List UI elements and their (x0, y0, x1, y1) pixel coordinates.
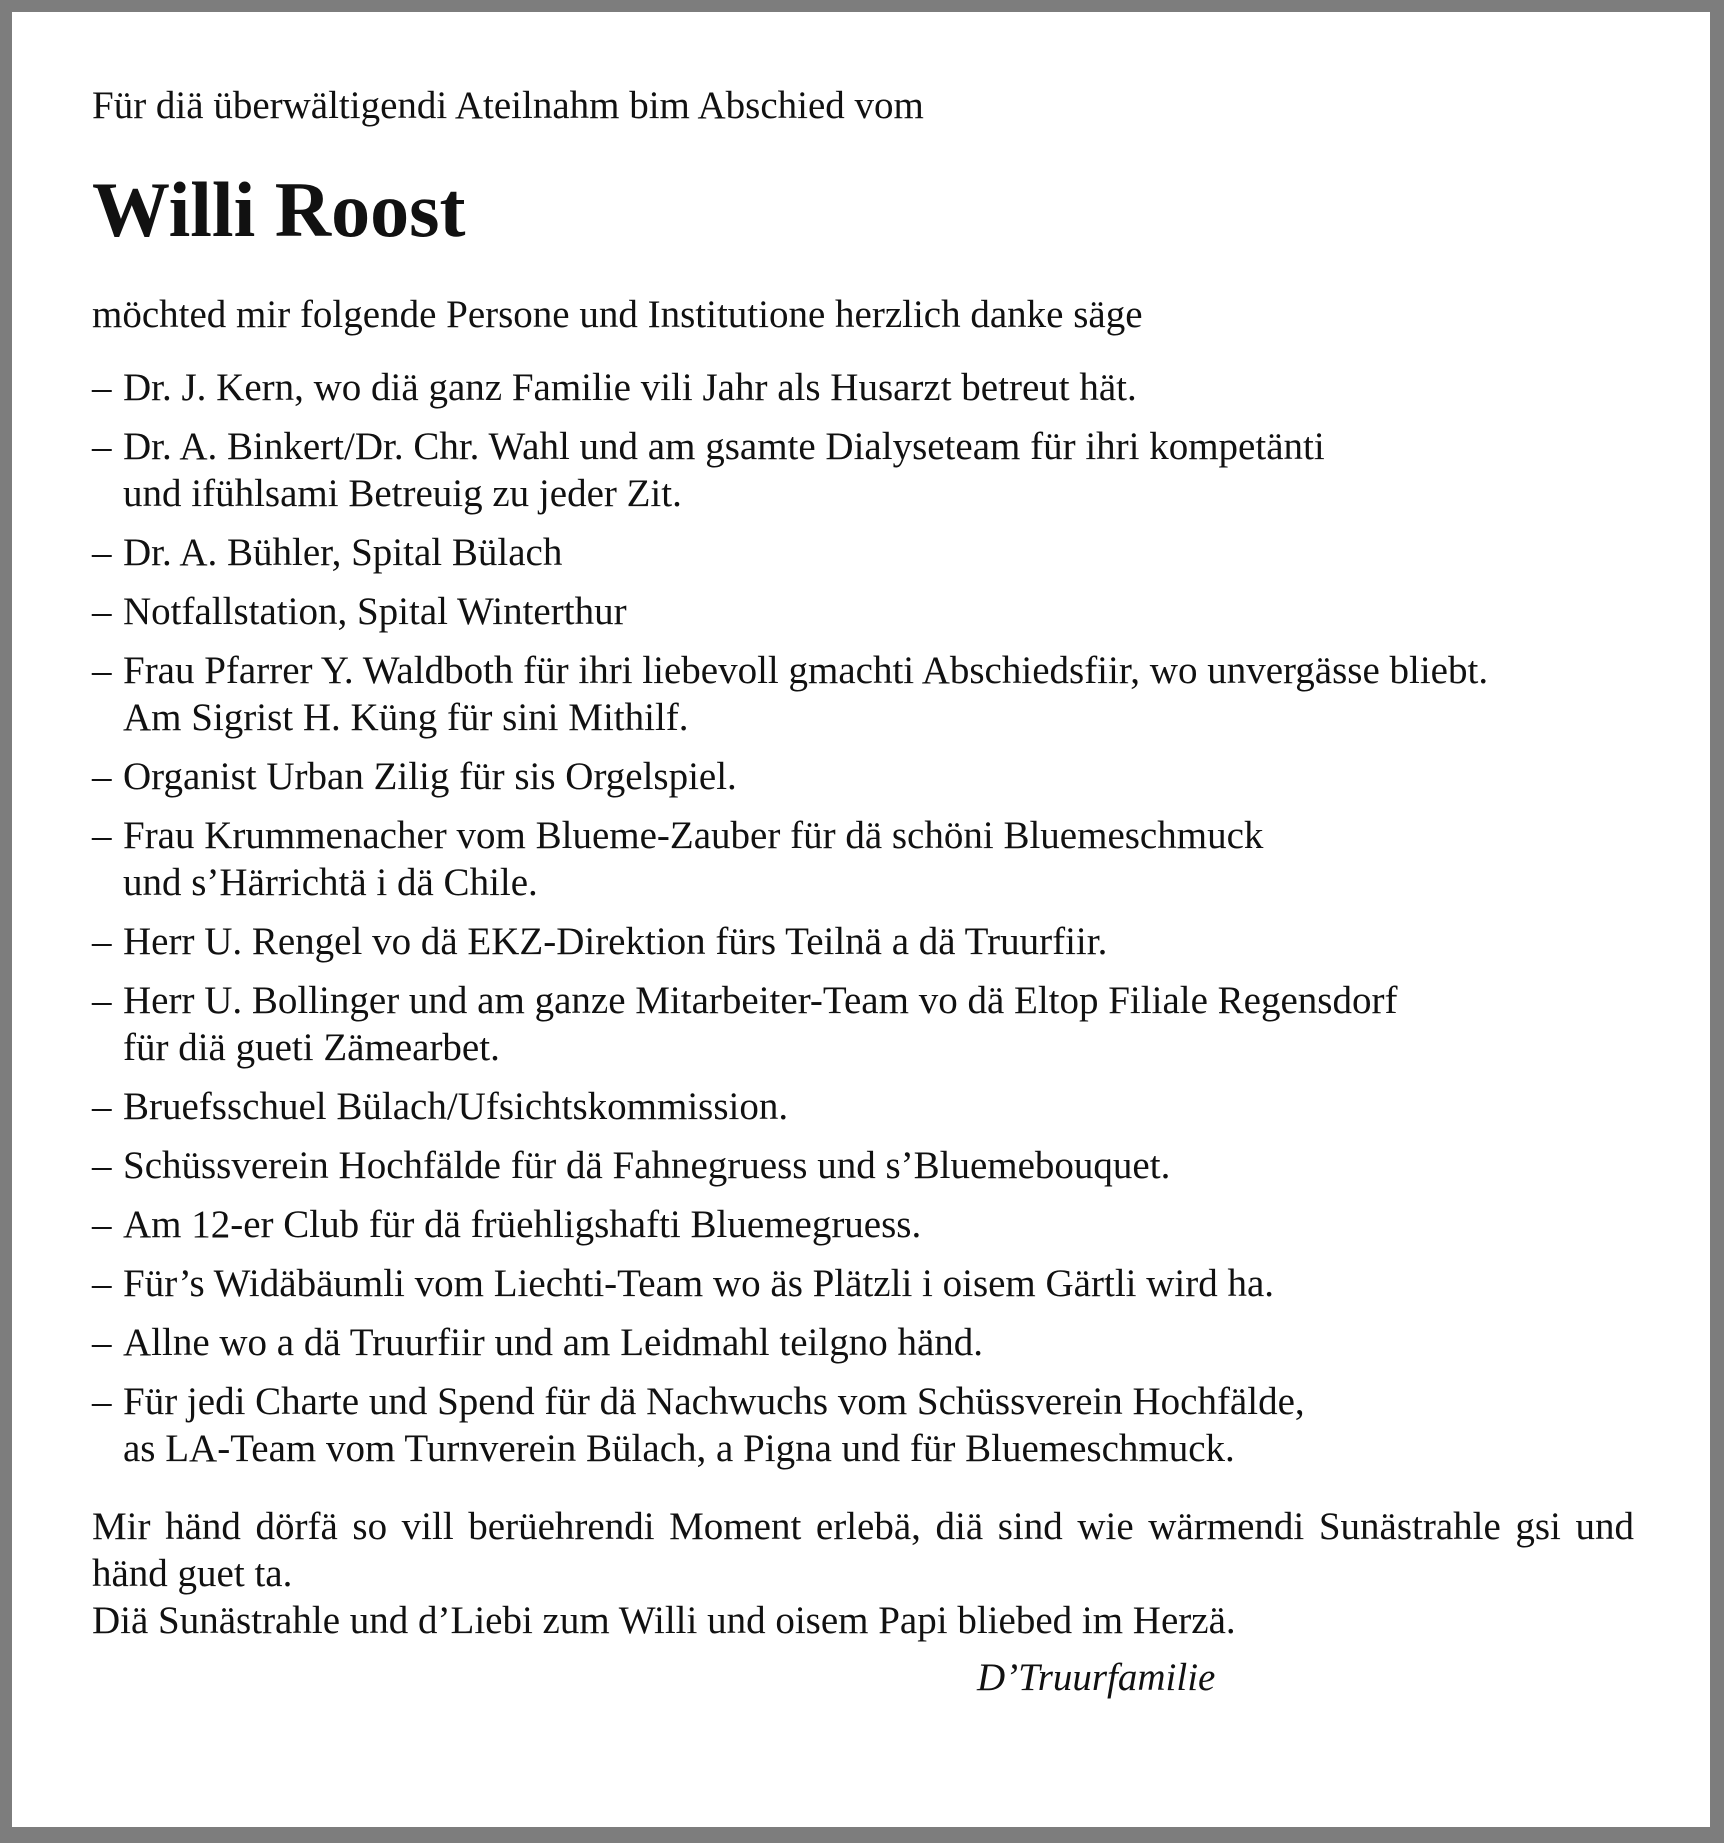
list-item-text: Dr. A. Binkert/Dr. Chr. Wahl und am gsamte Dialyseteam für ihri kompetänti und ifühlsami Betreuig zu jeder Zit. (123, 425, 1325, 515)
list-item (92, 647, 1652, 741)
list-item (92, 918, 1652, 965)
list-item-text: Schüssverein Hochfälde für dä Fahnegruess und s’Bluemebouquet. (123, 1144, 1171, 1187)
bullet-dash: – (92, 1085, 112, 1128)
bullet-dash: – (92, 1262, 112, 1305)
bullet-dash: – (92, 814, 112, 857)
list-item (92, 1260, 1652, 1307)
list-item-text: Frau Pfarrer Y. Waldboth für ihri liebevoll gmachti Abschiedsfiir, wo unvergässe bliebt. Am Sigrist H. Küng für sini Mithilf. (123, 649, 1489, 739)
bullet-dash: – (92, 531, 112, 574)
bullet-dash: – (92, 366, 112, 409)
list-item (92, 753, 1652, 800)
list-item-text: Am 12-er Club für dä früehligshafti Bluemegruess. (123, 1203, 922, 1246)
list-item-text: Allne wo a dä Truurfiir und am Leidmahl teilgno händ. (123, 1321, 984, 1364)
list-item (92, 1378, 1652, 1472)
bullet-dash: – (92, 590, 112, 633)
list-item-text: Dr. A. Bühler, Spital Bülach (123, 531, 563, 574)
list-item-text: Für jedi Charte und Spend für dä Nachwuchs vom Schüssverein Hochfälde, as LA-Team vom Turnverein Bülach, a Pigna und für Bluemeschmuck. (123, 1380, 1305, 1470)
list-item-text: Herr U. Bollinger und am ganze Mitarbeiter-Team vo dä Eltop Filiale Regensdorf für diä gueti Zämearbet. (123, 979, 1398, 1069)
list-item-text: Bruefsschuel Bülach/Ufsichtskommission. (123, 1085, 789, 1128)
list-item-text: Dr. J. Kern, wo diä ganz Familie vili Jahr als Husarzt betreut hät. (123, 366, 1137, 409)
list-item-text: Organist Urban Zilig für sis Orgelspiel. (123, 755, 737, 798)
bullet-dash: – (92, 1321, 112, 1364)
deceased-name: Willi Roost (92, 166, 466, 253)
list-item-text: Für’s Widäbäumli vom Liechti-Team wo äs Plätzli i oisem Gärtli wird ha. (123, 1262, 1275, 1305)
bullet-dash: – (92, 649, 112, 692)
list-item (92, 588, 1652, 635)
list-item (92, 1319, 1652, 1366)
bullet-dash: – (92, 920, 112, 963)
bullet-dash: – (92, 755, 112, 798)
thanks-list (92, 339, 1652, 1472)
lead-text: möchted mir folgende Persone und Institutione herzlich danke säge (92, 293, 1143, 336)
list-item-text: Frau Krummenacher vom Blueme-Zauber für dä schöni Bluemeschmuck und s’Härrichtä i dä Chile. (123, 814, 1264, 904)
list-item (92, 1201, 1652, 1248)
bullet-dash: – (92, 1203, 112, 1246)
bullet-dash: – (92, 1144, 112, 1187)
list-item (92, 812, 1652, 906)
closing-line: Diä Sunästrahle und d’Liebi zum Willi und oisem Papi bliebed im Herzä. (92, 1599, 1236, 1642)
list-item-text: Notfallstation, Spital Winterthur (123, 590, 627, 633)
list-item (92, 529, 1652, 576)
list-item (92, 1142, 1652, 1189)
notice-body (92, 82, 1652, 1644)
list-item (92, 423, 1652, 517)
bullet-dash: – (92, 1380, 112, 1423)
bullet-dash: – (92, 979, 112, 1022)
intro-text: Für diä überwältigendi Ateilnahm bim Abschied vom (92, 84, 924, 127)
list-item (92, 977, 1652, 1071)
bullet-dash: – (92, 425, 112, 468)
closing-paragraph: Mir händ dörfä so vill berüehrendi Moment erlebä, diä sind wie wärmendi Sunästrahle gsi und händ guet ta. (92, 1505, 1634, 1595)
signature: D’Truurfamilie (977, 1656, 1216, 1699)
list-item-text: Herr U. Rengel vo dä EKZ-Direktion fürs Teilnä a dä Truurfiir. (123, 920, 1108, 963)
list-item (92, 1083, 1652, 1130)
list-item (92, 364, 1652, 411)
